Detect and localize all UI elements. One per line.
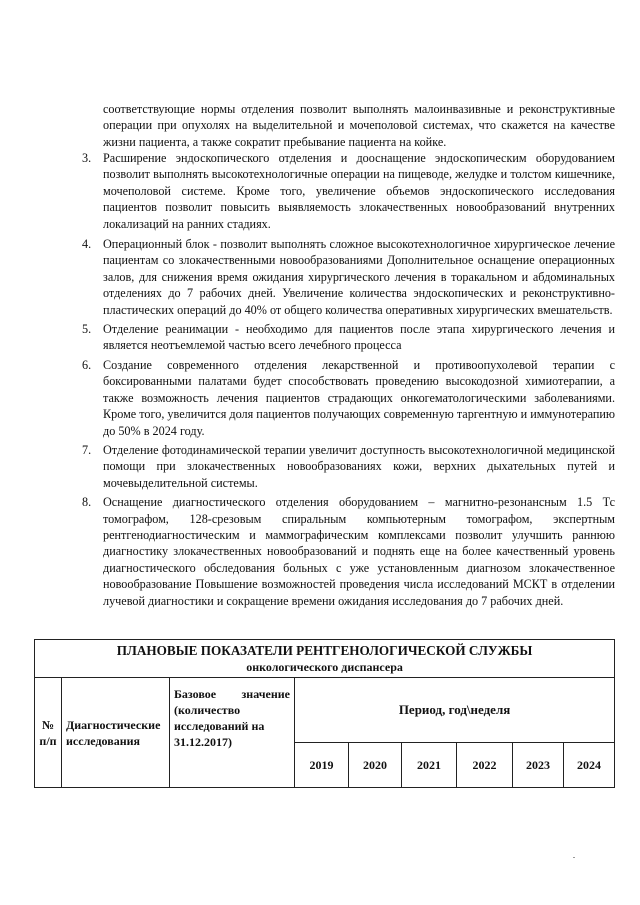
scan-speck (573, 857, 575, 858)
year-header-2023: 2023 (513, 743, 564, 788)
list-item (82, 442, 615, 491)
table-title-line2: онкологического диспансера (246, 660, 403, 674)
list-item-number: 8. (82, 495, 92, 510)
list-item-text: Расширение эндоскопического отделения и дооснащение эндоскопическим оборудованием позволит выполнять высокотехнологичные операции на пищеводе, желудке и толстом кишечнике, мочеполовой системе. Кроме того, увеличение объемов эндоскопического исследования пациентов позволит повысить выявляемость злокачественных новообразований внутренних локализаций на ранних стадиях. (103, 151, 615, 231)
year-header-2020: 2020 (349, 743, 402, 788)
list-item-text: Отделение фотодинамической терапии увеличит доступность высокотехнологичной медицинской помощи при злокачественных новообразованиях кожи, верхних дыхательных путей и мочевыделительной системы. (103, 442, 615, 490)
list-item-number: 4. (82, 237, 92, 252)
radiology-plan-table (34, 639, 615, 788)
list-item-number: 6. (82, 357, 92, 372)
paragraph-continuation: соответствующие нормы отделения позволит выполнять малоинвазивные и реконструктивные операции при опухолях на выделительной и мочеполовой системах, что скажется на качестве жизни пациента, а также сократит пребывание пациента на койке. (103, 102, 615, 149)
column-header-number: № п/п (35, 678, 62, 788)
list-item-text: Оснащение диагностического отделения оборудованием – магнитно-резонансным 1.5 Тс томографом, 128-срезовым спиральным компьютерным томографом, экспертным рентгенодиагностическим и маммографическим комплексами позволит улучшить раннюю диагностику злокачественных новообразований и поднять еще на более качественный уровень диагностического обследования больных с уже установленным диагнозом злокачественное новообразование Повышение возможностей проведения числа исследований МСКТ в отделении лучевой диагностики и сокращение времени ожидания исследования до 7 рабочих дней. (103, 495, 615, 608)
year-header-2021: 2021 (402, 743, 457, 788)
list-item (82, 494, 615, 609)
year-header-2019: 2019 (295, 743, 349, 788)
list-item-number: 7. (82, 442, 92, 457)
list-item (82, 357, 615, 439)
list-item-text: Создание современного отделения лекарственной и противоопухолевой терапии с боксированными палатами будет способствовать проведению высокодозной химиотерапии, а также возможность лечения пациентов страдающих онкогематологическими заболеваниями. Кроме того, увеличится доля пациентов получающих современную таргентную и иммунотерапию до 50% в 2024 году. (103, 357, 615, 438)
list-item (82, 150, 615, 232)
list-item-number: 5. (82, 322, 92, 337)
year-header-2022: 2022 (457, 743, 513, 788)
list-item-number: 3. (82, 151, 92, 165)
column-header-baseline: Базовое значение (количество исследований на 31.12.2017) (170, 678, 295, 788)
table-header-row (35, 678, 615, 743)
list-item (82, 236, 615, 318)
measures-list (82, 150, 615, 609)
table-title (35, 640, 615, 678)
year-header-2024: 2024 (564, 743, 615, 788)
column-header-period: Период, год\неделя (295, 678, 615, 743)
table-title-row (35, 640, 615, 678)
list-item (82, 321, 615, 354)
table-title-line1: ПЛАНОВЫЕ ПОКАЗАТЕЛИ РЕНТГЕНОЛОГИЧЕСКОЙ СЛУЖБЫ (116, 643, 533, 658)
list-item-text: Отделение реанимации - необходимо для пациентов после этапа хирургического лечения и является неотъемлемой частью всего лечебного процесса (103, 322, 615, 353)
list-item-text: Операционный блок - позволит выполнять сложное высокотехнологичное хирургическое лечение пациентам со злокачественными новообразованиями Дополнительное оснащение операционных залов, для снижения время ожидания хирургического лечения в торакальном и абдоминальных отделениях до 7 рабочих дней. Увеличение количества эндоскопических и реконструктивно-пластических операций до 40% от общего количества оперативных хирургических вмешательств. (103, 237, 615, 317)
column-header-diagnostics: Диагностические исследования (62, 678, 170, 788)
